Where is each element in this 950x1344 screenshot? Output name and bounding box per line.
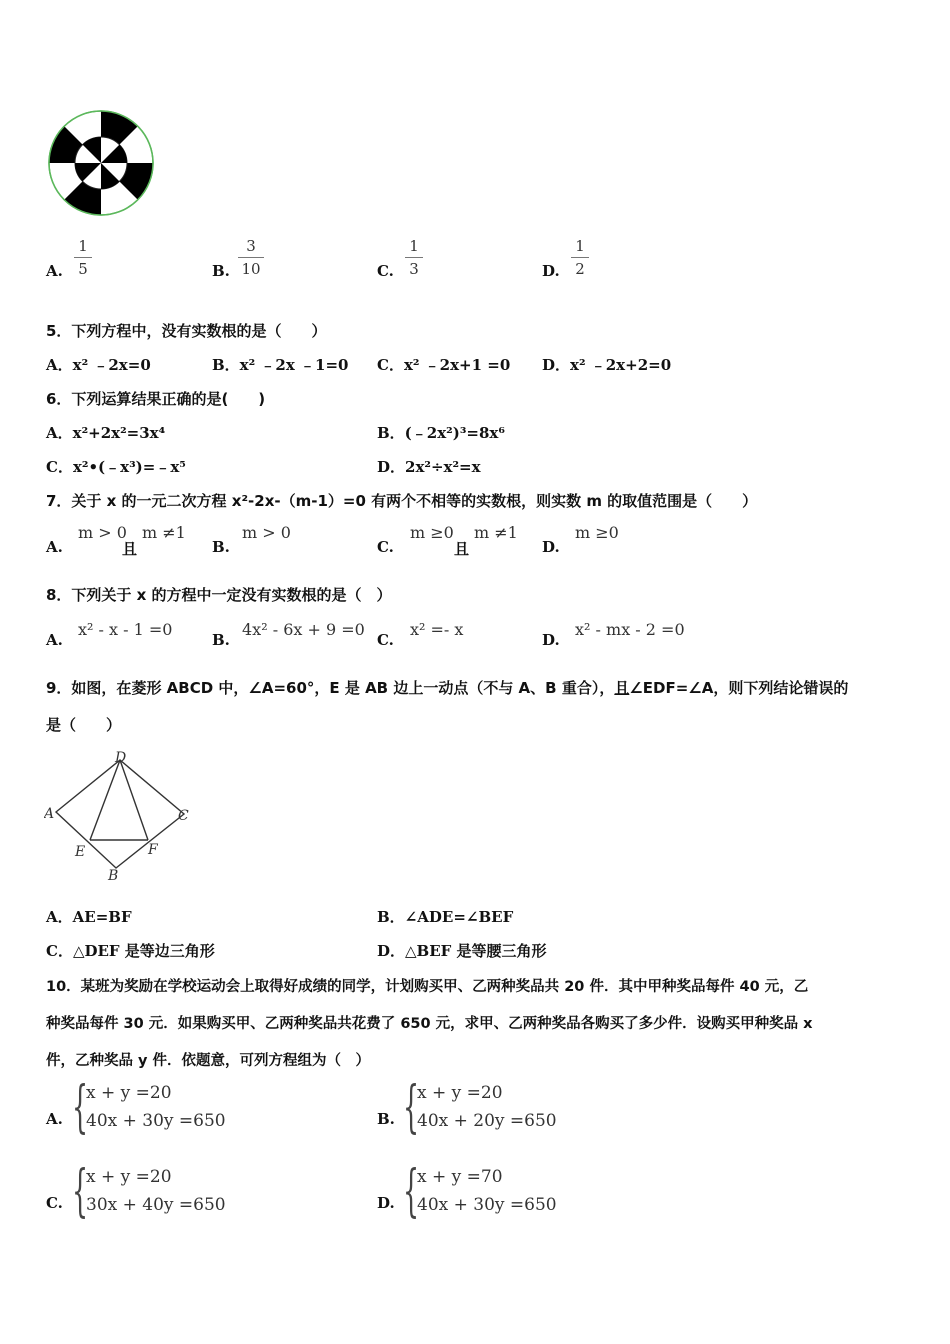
q10-option-c-line1: x + y =20	[86, 1167, 172, 1187]
q5-option-c[interactable]: C．x² ﹣2x+1 =0	[377, 356, 511, 374]
label-e: E	[75, 844, 86, 860]
q4-option-b-label[interactable]: B.	[212, 262, 230, 280]
q9-stem-part1: 9．如图，在菱形 ABCD 中，∠A=60°，E 是 AB 边上一动点（不与 A、B 重合），	[46, 679, 615, 697]
fraction-denominator: 3	[409, 260, 419, 278]
q4-option-c-label[interactable]: C.	[377, 262, 394, 280]
q8-option-d-label[interactable]: D.	[542, 631, 560, 649]
q10-option-b-line1: x + y =20	[417, 1083, 503, 1103]
q8-option-a-math: x² - x - 1 =0	[78, 620, 173, 639]
fraction-numerator: 1	[405, 237, 423, 258]
q9-stem-line2: 是（ ）	[46, 716, 122, 734]
brace-icon: {	[72, 1075, 89, 1140]
q9-stem-part3: ∠EDF=∠A，则下列结论错误的	[629, 679, 849, 697]
q10-option-b-line2: 40x + 20y =650	[417, 1111, 557, 1131]
q7-option-c-math2: m ≠1	[474, 523, 518, 542]
q7-option-c-mid: 且	[454, 540, 470, 558]
q7-option-a-math1: m > 0	[78, 523, 127, 542]
q8-option-c-math: x² =- x	[410, 620, 464, 639]
q9-option-a[interactable]: A．AE=BF	[46, 908, 132, 926]
q6-option-c[interactable]: C．x²•(﹣x³)=﹣x⁵	[46, 458, 186, 476]
q4-option-d-label[interactable]: D.	[542, 262, 560, 280]
q7-option-a-mid: 且	[122, 540, 138, 558]
q9-stem-line1	[46, 677, 848, 698]
fraction-denominator: 5	[78, 260, 88, 278]
q5-option-b[interactable]: B．x² ﹣2x ﹣1=0	[212, 356, 349, 374]
q7-option-d-math1: m ≥0	[575, 523, 619, 542]
label-a: A	[44, 806, 55, 822]
q10-option-a-label[interactable]: A.	[46, 1110, 63, 1128]
q9-stem-part2: 且	[614, 679, 630, 697]
label-f: F	[148, 842, 158, 858]
wheel-figure	[46, 108, 156, 218]
fraction-numerator: 1	[74, 237, 92, 258]
q9-option-d[interactable]: D．△BEF 是等腰三角形	[377, 942, 547, 960]
label-b: B	[108, 868, 119, 884]
q5-option-a[interactable]: A．x² ﹣2x=0	[46, 356, 151, 374]
q9-option-c[interactable]: C．△DEF 是等边三角形	[46, 942, 215, 960]
q8-option-b-math: 4x² - 6x + 9 =0	[242, 620, 365, 639]
fraction-numerator: 3	[238, 237, 264, 258]
q10-option-a-line2: 40x + 30y =650	[86, 1111, 226, 1131]
q4-option-c-fraction	[405, 237, 423, 278]
brace-icon: {	[72, 1159, 89, 1224]
q6-stem: 6．下列运算结果正确的是( )	[46, 390, 266, 408]
q6-option-d[interactable]: D．2x²÷x²=x	[377, 458, 481, 476]
q4-option-d-fraction	[571, 237, 589, 278]
q7-option-a-label[interactable]: A.	[46, 538, 63, 556]
q10-option-b-label[interactable]: B.	[377, 1110, 395, 1128]
q7-option-a-math2: m ≠1	[142, 523, 186, 542]
q8-option-b-label[interactable]: B.	[212, 631, 230, 649]
q10-stem-line2: 种奖品每件 30 元．如果购买甲、乙两种奖品共花费了 650 元，求甲、乙两种奖品各购买了多少件．设购买甲种奖品 x	[46, 1016, 813, 1032]
q4-option-a-fraction	[74, 237, 92, 278]
fraction-denominator: 2	[575, 260, 585, 278]
q10-stem-line1: 10．某班为奖励在学校运动会上取得好成绩的同学，计划购买甲、乙两种奖品共 20 件．其中甲种奖品每件 40 元，乙	[46, 979, 809, 995]
q7-option-d-label[interactable]: D.	[542, 538, 560, 556]
q7-stem: 7．关于 x 的一元二次方程 x²-2x-（m-1）=0 有两个不相等的实数根，则实数 m 的取值范围是（ ）	[46, 492, 758, 510]
q6-option-b[interactable]: B．(﹣2x²)³=8x⁶	[377, 424, 505, 442]
brace-icon: {	[403, 1075, 420, 1140]
q7-option-c-label[interactable]: C.	[377, 538, 394, 556]
label-c: C	[178, 808, 189, 824]
q10-option-d-line2: 40x + 30y =650	[417, 1195, 557, 1215]
q8-option-c-label[interactable]: C.	[377, 631, 394, 649]
q10-option-a-line1: x + y =20	[86, 1083, 172, 1103]
q5-stem: 5．下列方程中，没有实数根的是（ ）	[46, 322, 327, 340]
q10-option-d-label[interactable]: D.	[377, 1194, 395, 1212]
q10-option-d-line1: x + y =70	[417, 1167, 503, 1187]
rhombus-figure	[44, 750, 196, 886]
q4-option-b-fraction	[238, 237, 264, 278]
fraction-denominator: 10	[241, 260, 261, 278]
label-d: D	[115, 750, 127, 766]
q7-option-b-math1: m > 0	[242, 523, 291, 542]
q10-option-c-line2: 30x + 40y =650	[86, 1195, 226, 1215]
q10-option-c-label[interactable]: C.	[46, 1194, 63, 1212]
q5-option-d[interactable]: D．x² ﹣2x+2=0	[542, 356, 672, 374]
fraction-numerator: 1	[571, 237, 589, 258]
q8-stem: 8．下列关于 x 的方程中一定没有实数根的是（ ）	[46, 586, 392, 604]
q6-option-a[interactable]: A．x²+2x²=3x⁴	[46, 424, 166, 442]
q7-option-c-math1: m ≥0	[410, 523, 454, 542]
q8-option-a-label[interactable]: A.	[46, 631, 63, 649]
q8-option-d-math: x² - mx - 2 =0	[575, 620, 685, 639]
q4-option-a-label[interactable]: A.	[46, 262, 63, 280]
q10-stem-line3: 件，乙种奖品 y 件．依题意，可列方程组为（ ）	[46, 1053, 371, 1069]
brace-icon: {	[403, 1159, 420, 1224]
q9-option-b[interactable]: B．∠ADE=∠BEF	[377, 908, 514, 926]
q7-option-b-label[interactable]: B.	[212, 538, 230, 556]
